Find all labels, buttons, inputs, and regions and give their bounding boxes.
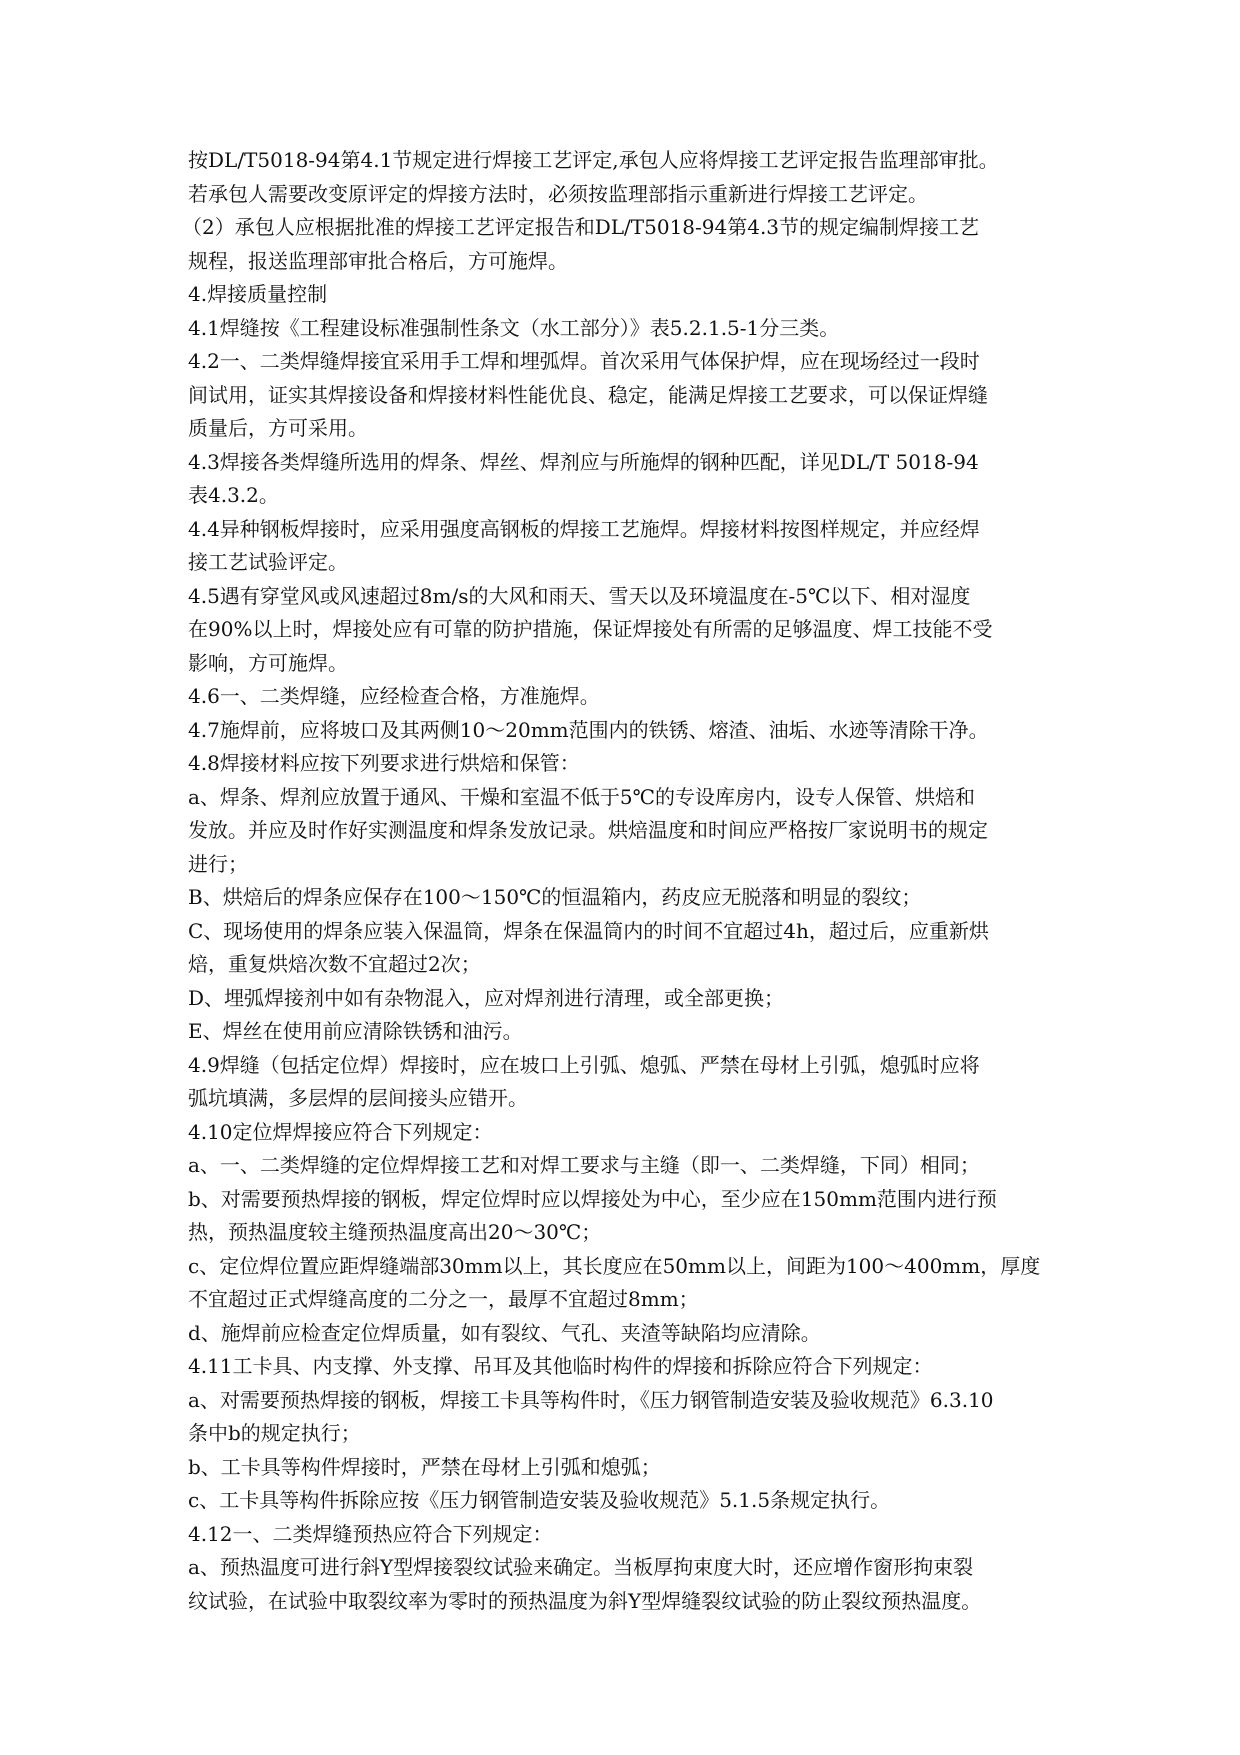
text-line: 影响，方可施焊。 (188, 650, 348, 675)
text-line: 4.11工卡具、内支撑、外支撑、吊耳及其他临时构件的焊接和拆除应符合下列规定： (188, 1354, 933, 1378)
text-line: a、预热温度可进行斜Y型焊接裂纹试验来确定。当板厚拘束度大时，还应增作窗形拘束裂 (188, 1555, 974, 1579)
text-line: （2）承包人应根据批准的焊接工艺评定报告和DL/T5018-94第4.3节的规定编制焊接工艺 (182, 215, 980, 239)
text-line: 热，预热温度较主缝预热温度高出20～30℃； (188, 1220, 602, 1244)
text-line: 4.5遇有穿堂风或风速超过8m/s的大风和雨天、雪天以及环境温度在-5℃以下、相对湿度 (188, 583, 971, 608)
text-line: C、现场使用的焊条应装入保温筒，焊条在保温筒内的时间不宜超过4h，超过后，应重新烘 (188, 918, 989, 943)
text-line: a、一、二类焊缝的定位焊焊接工艺和对焊工要求与主缝（即一、二类焊缝，下同）相同； (188, 1153, 980, 1177)
text-line: 4.3焊接各类焊缝所选用的焊条、焊丝、焊剂应与所施焊的钢种匹配，详见DL/T 5018-94 (188, 449, 979, 474)
text-line: E、焊丝在使用前应清除铁锈和油污。 (188, 1019, 523, 1043)
document-body (182, 144, 1058, 1618)
text-line: b、工卡具等构件焊接时，严禁在母材上引弧和熄弧； (188, 1454, 661, 1479)
text-line: b、对需要预热焊接的钢板，焊定位焊时应以焊接处为中心，至少应在150mm范围内进行预 (188, 1186, 997, 1211)
text-line: 4.9焊缝（包括定位焊）焊接时，应在坡口上引弧、熄弧、严禁在母材上引弧，熄弧时应将 (188, 1052, 980, 1077)
text-line: a、对需要预热焊接的钢板，焊接工卡具等构件时，《压力钢管制造安装及验收规范》6.3.10 (188, 1387, 994, 1412)
text-line: 接工艺试验评定。 (188, 550, 348, 574)
text-line: B、烘焙后的焊条应保存在100～150℃的恒温箱内，药皮应无脱落和明显的裂纹； (188, 885, 922, 909)
text-line: 规程，报送监理部审批合格后，方可施焊。 (188, 248, 568, 273)
text-line: 4.焊接质量控制 (188, 282, 328, 306)
text-line: 表4.3.2。 (188, 483, 279, 507)
text-line: 4.4异种钢板焊接时，应采用强度高钢板的焊接工艺施焊。焊接材料按图样规定，并应经焊 (188, 516, 980, 541)
text-line: 4.2一、二类焊缝焊接宜采用手工焊和埋弧焊。首次采用气体保护焊，应在现场经过一段时 (188, 349, 980, 373)
text-line: D、埋弧焊接剂中如有杂物混入，应对焊剂进行清理，或全部更换； (188, 985, 785, 1010)
text-line: 4.1焊缝按《工程建设标准强制性条文（水工部分）》表5.2.1.5-1分三类。 (188, 315, 840, 340)
text-line: 弧坑填满，多层焊的层间接头应错开。 (188, 1086, 528, 1110)
text-line: 按DL/T5018-94第4.1节规定进行焊接工艺评定,承包人应将焊接工艺评定报告监理部审批。 (188, 148, 999, 172)
text-line: 间试用，证实其焊接设备和焊接材料性能优良、稳定，能满足焊接工艺要求，可以保证焊缝 (188, 382, 988, 407)
text-line: 质量后，方可采用。 (188, 416, 368, 440)
text-line: 在90%以上时，焊接处应有可靠的防护措施，保证焊接处有所需的足够温度、焊工技能不受 (188, 617, 993, 641)
text-line: 若承包人需要改变原评定的焊接方法时，必须按监理部指示重新进行焊接工艺评定。 (188, 181, 928, 206)
text-line: 4.8焊接材料应按下列要求进行烘焙和保管： (188, 751, 580, 775)
text-line: c、定位焊位置应距焊缝端部30mm以上，其长度应在50mm以上，间距为100～400mm，厚度 (188, 1253, 1041, 1278)
text-line: 4.7施焊前，应将坡口及其两侧10～20mm范围内的铁锈、熔渣、油垢、水迹等清除干净。 (188, 717, 989, 742)
text-line: a、焊条、焊剂应放置于通风、干燥和室温不低于5℃的专设库房内，设专人保管、烘焙和 (188, 784, 976, 809)
text-line: 纹试验，在试验中取裂纹率为零时的预热温度为斜Y型焊缝裂纹试验的防止裂纹预热温度。 (188, 1588, 982, 1613)
text-line: 焙，重复烘焙次数不宜超过2次； (188, 952, 481, 976)
text-line: 4.12一、二类焊缝预热应符合下列规定： (188, 1521, 553, 1546)
text-line: 发放。并应及时作好实测温度和焊条发放记录。烘焙温度和时间应严格按厂家说明书的规定 (188, 818, 988, 842)
text-line: 4.10定位焊焊接应符合下列规定： (188, 1119, 493, 1144)
text-line: d、施焊前应检查定位焊质量，如有裂纹、气孔、夹渣等缺陷均应清除。 (188, 1320, 821, 1345)
text-line: 不宜超过正式焊缝高度的二分之一，最厚不宜超过8mm； (188, 1287, 699, 1311)
text-line: 4.6一、二类焊缝，应经检查合格，方准施焊。 (188, 684, 600, 708)
text-line: 进行； (188, 851, 248, 876)
text-line: c、工卡具等构件拆除应按《压力钢管制造安装及验收规范》5.1.5条规定执行。 (188, 1488, 891, 1512)
text-line: 条中b的规定执行； (188, 1421, 361, 1445)
